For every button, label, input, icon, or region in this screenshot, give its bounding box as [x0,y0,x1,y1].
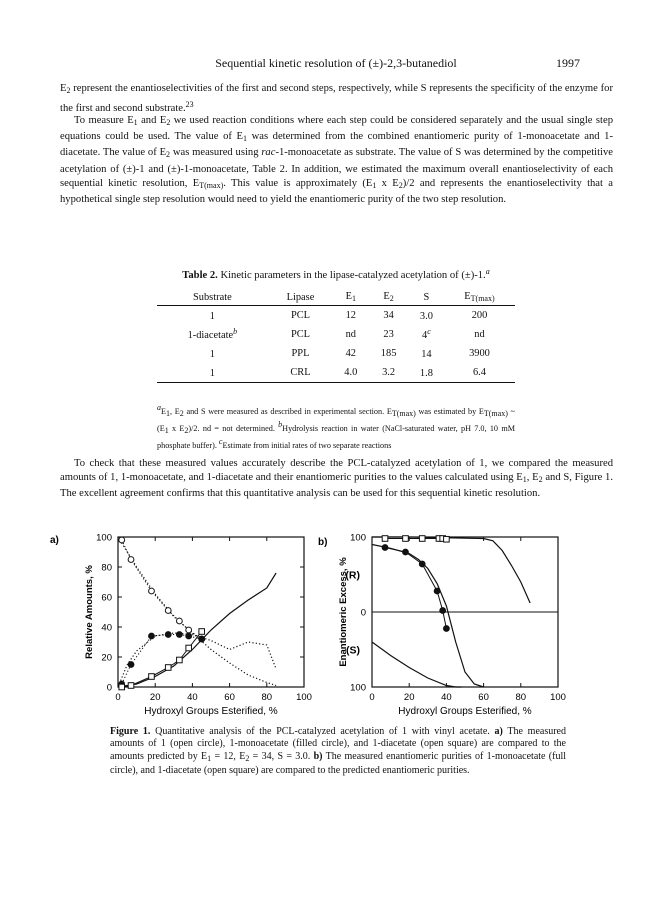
panel-b-x-axis-label: Hydroxyl Groups Esterified, % [398,706,532,717]
cell-lipase: PPL [291,347,310,359]
panel-a-data-line [122,632,202,688]
cell-e2: 34 [383,309,394,321]
panel-b-chart [338,533,566,718]
panel-b-annotation-r: (R) [345,569,360,582]
paragraph-measurement-method: To measure $E_1$ and $E_2$ we used reaction conditions where each step could be considered separately and the usual single step equations could be used. The value of $E_1$ was determined from the combined enantiomeric purity of 1-monoacetate and 1-diacetate. The value of $E_2$ was measured using rac-1-monoacetate as substrate. The value of S was determined by the competitive acetylation of (±)-1 and (±)-1-monoacetate, Table 2. In addition, we estimated the maximum overall enantioselectivity of each sequential kinetic resolution, $E_{T(max)}$. This value is approximately ($E_1$ x $E_2)/2$ and represents the enantioselectivity that a hypothetical single step resolution would need to yield the enantiomeric purity of the two step resolution. [60,115,614,206]
header-substrate: Substrate [157,288,268,306]
panel-a-point-open-square [199,629,205,635]
panel-b-predicted-curve [372,537,530,603]
panel-a-predicted-curve [118,633,276,687]
cell-substrate: 1-diacetate$^b$ [187,327,238,341]
panel-a-point-open-square [128,683,134,689]
panel-b-point-open-square [403,536,409,542]
panel-a-point-open-square [149,674,155,680]
panel-a-point-open-square [119,684,125,690]
panel-a-point-open-square [186,645,192,651]
panel-b-y-tick-label: 100 [350,532,366,544]
panel-a-point-open-circle [186,627,192,633]
cell-e1: 42 [345,347,356,359]
panel-a-point-filled-circle [199,636,205,642]
panel-b-label: b) [318,537,328,548]
panel-a-x-axis-label: Hydroxyl Groups Esterified, % [144,706,278,717]
table-footnote: aE1, E2 and S were measured as described in experimental section. ET(max) was estimated by ET(max) ~ (E1 x E2)/2. nd = not determined. bHydrolysis reaction in water (NaCl-saturated water, pH 7.0, 10 mM phosphate buffer). cEstimate from initial rates of two separate reactions [157,403,515,450]
panel-b-point-open-square [444,536,450,542]
figure-1 [50,527,570,719]
cell-lipase: PCL [290,309,310,321]
running-head [0,56,672,72]
paragraph-model-check: To check that these measured values accurately describe the PCL-catalyzed acetylation of 1, we compared the measured amounts of 1, 1-monoacetate, and 1-diacetate and their enantiomeric purities to the values calculated using $E_1$, $E_2$ and S, Figure 1. The excellent agreement confirms that this quantitative analysis can be used for this sequential kinetic resolution. [60,458,613,500]
panel-a-predicted-curve [118,573,276,687]
header-e2: $E_2$ [368,288,408,306]
panel-b-predicted-curve [372,545,484,688]
panel-a-point-open-square [165,665,171,671]
panel-b-point-filled-circle [403,549,409,555]
panel-a-point-open-circle [165,608,171,614]
panel-b-point-filled-circle [419,561,425,567]
panel-b-point-filled-circle [440,608,446,614]
kinetic-parameters-table [157,288,515,383]
panel-b-x-tick-label: 40 [441,692,452,703]
panel-b-point-open-square [419,536,425,542]
table-row [157,344,515,363]
panel-a-y-tick-label: 100 [96,532,112,544]
panel-a-point-filled-circle [149,633,155,639]
panel-a-label: a) [50,535,59,546]
panel-a-point-open-circle [176,618,182,624]
cell-substrate: 1 [209,349,215,360]
cell-etmax: 3900 [469,347,490,359]
panel-a-y-tick-label: 80 [101,562,112,574]
cell-e2: 3.2 [368,363,408,383]
panel-a-predicted-curve [118,537,276,686]
panel-a-point-filled-circle [165,632,171,638]
panel-b-y-tick-label: 0 [360,607,366,619]
panel-b-y-axis-label: Enantiomeric Excess, % [338,557,349,667]
panel-a-x-tick-label: 80 [261,692,273,703]
panel-a-chart [84,533,312,718]
header-etmax: $E_{T(max)}$ [444,288,515,306]
panel-b-x-tick-label: 80 [515,692,527,703]
panel-a-point-open-circle [128,557,134,563]
panel-b-y-tick-label: 100 [350,682,366,694]
panel-a-x-tick-label: 0 [115,692,121,703]
cell-s: 3.0 [419,311,433,322]
cell-e1: 4.0 [333,363,368,383]
panel-a-x-tick-label: 20 [149,692,161,703]
panel-a-point-filled-circle [128,662,134,668]
page-number: 1997 [556,56,580,70]
paragraph-enantioselectivity-definition: $E_2$ represent the enantioselectivities of the first and second steps, respectively, while S represents the specificity of the enzyme for the first and second substrate.$^{23}$ [60,83,613,115]
cell-e2: 23 [383,328,394,340]
cell-lipase: CRL [268,363,334,383]
panel-a-point-open-square [177,657,183,663]
panel-a-point-open-circle [149,588,155,594]
panel-b-predicted-curve [372,642,461,687]
cell-s: 14 [421,349,432,360]
cell-s: 1.8 [409,363,444,383]
cell-etmax: nd [474,328,485,340]
panel-a-x-tick-label: 60 [224,692,235,703]
panel-a-point-filled-circle [186,633,192,639]
panel-a-x-tick-label: 40 [187,692,198,703]
panel-a-y-tick-label: 60 [101,592,112,604]
panel-a-y-tick-label: 20 [101,652,112,664]
panel-b-x-tick-label: 100 [550,692,566,703]
cell-e1: nd [345,328,356,340]
panel-a-x-tick-label: 100 [296,692,312,703]
cell-e2: 185 [380,347,397,359]
panel-b-x-tick-label: 0 [369,692,375,703]
cell-substrate: 1 [157,363,268,383]
panel-b-point-filled-circle [434,588,440,594]
running-title: Sequential kinetic resolution of (±)-2,3-butanediol [215,56,457,70]
cell-s: 4$^c$ [422,327,431,341]
panel-a-point-filled-circle [176,632,182,638]
table-row [157,325,515,344]
table-row [157,363,515,383]
panel-b-point-filled-circle [382,545,388,551]
panel-a-y-tick-label: 0 [106,682,112,694]
header-s: S [409,288,444,306]
cell-e1: 12 [345,309,356,321]
panel-a-point-open-circle [119,537,125,543]
panel-b-point-filled-circle [444,626,450,632]
panel-b-x-tick-label: 60 [478,692,489,703]
panel-a-data-line [122,635,202,685]
figure-caption: Figure 1. Quantitative analysis of the PCL-catalyzed acetylation of 1 with vinyl acetate. a) The measured amounts of 1 (open circle), 1-monoacetate (filled circle), and 1-diacetate (open square) are compared to the amounts predicted by $E_1 = 12$, $E_2 = 34$, S = 3.0. b) The measured enantiomeric purities of 1-monoacetate (full circle), and 1-diacetate (open square) are compared to the predicted enantiomeric purities. [110,726,567,777]
cell-lipase: PCL [290,328,310,340]
cell-substrate: 1 [209,311,215,322]
header-lipase: Lipase [268,288,334,306]
panel-b-x-tick-label: 20 [403,692,415,703]
cell-etmax: 6.4 [444,363,515,383]
panel-a-data-line [122,540,202,639]
panel-a-plot-frame [118,537,304,687]
panel-b-annotation-s: (S) [346,644,360,657]
panel-b-point-open-square [382,536,388,542]
panel-a-y-tick-label: 40 [101,622,112,634]
table-header-row [157,288,515,306]
header-e1: $E_1$ [333,288,368,306]
table-row [157,306,515,326]
panel-a-y-axis-label: Relative Amounts, % [84,565,95,659]
cell-etmax: 200 [471,309,488,321]
table-caption: Table 2. Kinetic parameters in the lipase-catalyzed acetylation of (±)-1.$^a$ [182,267,490,281]
